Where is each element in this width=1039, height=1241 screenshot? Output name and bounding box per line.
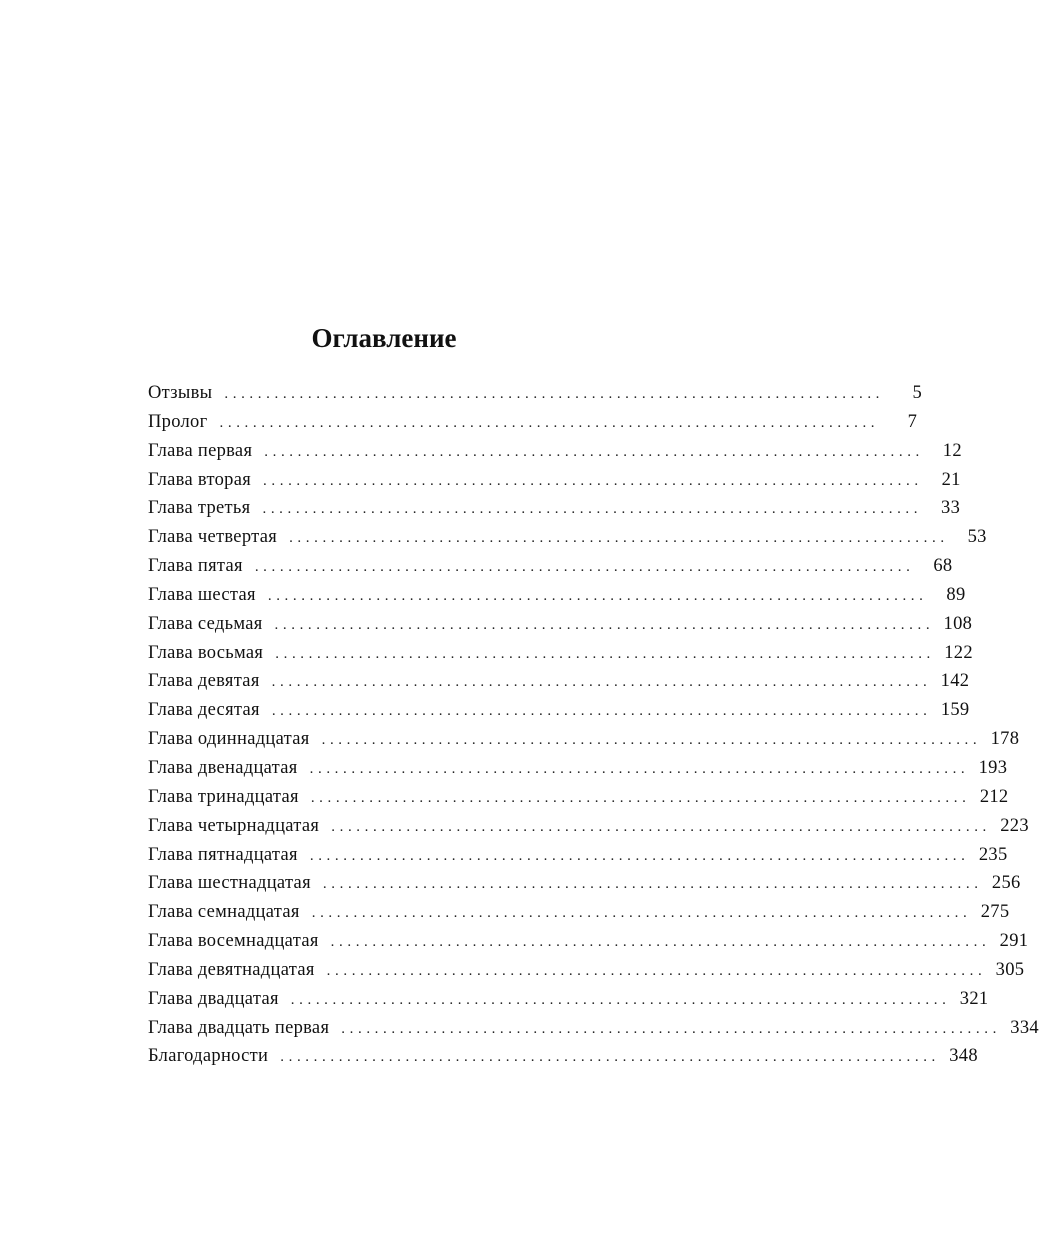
- toc-entry-page: 12: [942, 440, 962, 461]
- toc-entry[interactable]: [148, 610, 973, 639]
- toc-entry[interactable]: [148, 667, 970, 696]
- toc-entry-label: Глава девятая: [148, 671, 260, 692]
- toc-entry-label: Глава первая: [148, 440, 253, 461]
- toc-entry[interactable]: [148, 1042, 978, 1071]
- toc-entry-page: 53: [967, 527, 987, 548]
- toc-entry-label: Глава седьмая: [148, 613, 263, 634]
- toc-leader-dots: ...............................................................................: [289, 530, 949, 547]
- toc-entry[interactable]: [148, 783, 1009, 812]
- toc-entry[interactable]: [148, 1014, 1039, 1043]
- toc-entry[interactable]: [148, 927, 1029, 956]
- toc-entry[interactable]: [148, 494, 961, 523]
- toc-entry-label: Глава семнадцатая: [148, 902, 300, 923]
- toc-leader-dots: ...............................................................................: [274, 616, 935, 633]
- toc-leader-dots: ...............................................................................: [271, 674, 932, 691]
- toc-leader-dots: ...............................................................................: [309, 847, 970, 864]
- toc-entry-page: 68: [933, 556, 953, 577]
- toc-entry-page: 21: [941, 469, 961, 490]
- toc-entry-page: 212: [979, 786, 1009, 807]
- toc-leader-dots: ...............................................................................: [262, 501, 923, 518]
- toc-entry[interactable]: [148, 696, 970, 725]
- toc-leader-dots: ...............................................................................: [280, 1049, 940, 1066]
- toc-leader-dots: ...............................................................................: [290, 991, 951, 1008]
- toc-entry[interactable]: [148, 523, 987, 552]
- toc-entry-page: 223: [1000, 815, 1029, 836]
- toc-leader-dots: ...............................................................................: [321, 732, 982, 749]
- toc-entry-page: 7: [907, 411, 918, 432]
- toc-entry[interactable]: [148, 408, 918, 437]
- toc-entry-label: Глава десятая: [148, 700, 260, 721]
- toc-entry-label: Глава вторая: [148, 469, 252, 490]
- toc-entry-label: Глава восьмая: [148, 642, 264, 663]
- toc-leader-dots: ...............................................................................: [331, 818, 991, 835]
- toc-entry-page: 108: [943, 613, 973, 634]
- toc-leader-dots: ...............................................................................: [264, 443, 924, 460]
- toc-entry-label: Благодарности: [148, 1046, 269, 1067]
- toc-leader-dots: ...............................................................................: [330, 934, 991, 951]
- toc-entry[interactable]: [148, 985, 989, 1014]
- toc-entry[interactable]: [148, 725, 1020, 754]
- toc-leader-dots: ...............................................................................: [224, 386, 885, 402]
- toc-entry-page: 305: [995, 959, 1025, 980]
- toc-entry-label: Глава тринадцатая: [148, 786, 299, 807]
- toc-entry-page: 33: [941, 498, 961, 519]
- toc-entry-page: 89: [946, 584, 966, 605]
- toc-leader-dots: ...............................................................................: [322, 876, 983, 893]
- toc-entry[interactable]: [148, 466, 961, 495]
- toc-leader-dots: ...............................................................................: [309, 760, 970, 777]
- toc-entry[interactable]: [148, 437, 962, 466]
- toc-entry-page: 235: [978, 844, 1008, 865]
- toc-entry-label: Глава пятая: [148, 556, 243, 577]
- toc-entry-label: Глава двадцатая: [148, 988, 279, 1009]
- toc-leader-dots: ...............................................................................: [275, 645, 935, 662]
- toc-entry-page: 275: [980, 902, 1010, 923]
- toc-entry-page: 334: [1010, 1017, 1039, 1038]
- toc-entry-page: 142: [940, 671, 970, 692]
- toc-entry-label: Глава одиннадцатая: [148, 729, 310, 750]
- toc-entry-label: Отзывы: [148, 383, 213, 403]
- toc-leader-dots: ...............................................................................: [254, 559, 915, 576]
- toc-entry[interactable]: [148, 812, 1029, 841]
- toc-entry-page: 193: [978, 757, 1008, 778]
- toc-entry[interactable]: [148, 869, 1021, 898]
- toc-leader-dots: ...............................................................................: [326, 962, 987, 979]
- toc-entry-label: Глава пятнадцатая: [148, 844, 298, 865]
- toc-entry[interactable]: [148, 581, 966, 610]
- toc-entry[interactable]: [148, 552, 953, 581]
- toc-entry[interactable]: [148, 639, 973, 668]
- toc-entry-page: 348: [949, 1046, 978, 1067]
- toc-entry-page: 178: [990, 729, 1020, 750]
- toc-entry[interactable]: [148, 754, 1008, 783]
- toc-entry-label: Глава двенадцатая: [148, 757, 298, 778]
- toc-entry-page: 5: [912, 383, 923, 403]
- toc-entry-label: Глава третья: [148, 498, 251, 519]
- toc-entry[interactable]: [148, 956, 1025, 985]
- toc-leader-dots: ...............................................................................: [310, 789, 971, 806]
- toc-entry-label: Глава четвертая: [148, 527, 278, 548]
- toc-entry-page: 256: [991, 873, 1021, 894]
- toc-entry-label: Глава девятнадцатая: [148, 959, 315, 980]
- toc-leader-dots: ...............................................................................: [311, 905, 972, 922]
- toc-entry-page: 159: [940, 700, 970, 721]
- toc-entry-label: Глава восемнадцатая: [148, 931, 319, 952]
- toc-leader-dots: ...............................................................................: [263, 472, 923, 489]
- toc-entry-page: 122: [944, 642, 973, 663]
- toc-entry-label: Глава четырнадцатая: [148, 815, 320, 836]
- toc-leader-dots: ...............................................................................: [267, 587, 928, 604]
- toc-entry-page: 321: [959, 988, 989, 1009]
- toc-entry[interactable]: [148, 841, 1008, 870]
- toc-entry[interactable]: [148, 898, 1010, 927]
- toc-entry-label: Пролог: [148, 411, 208, 432]
- table-of-contents: [148, 379, 1039, 1071]
- toc-leader-dots: ...............................................................................: [271, 703, 932, 720]
- toc-entry-label: Глава шестая: [148, 584, 256, 605]
- toc-leader-dots: ...............................................................................: [341, 1020, 1001, 1037]
- toc-entry-label: Глава шестнадцатая: [148, 873, 311, 894]
- toc-entry[interactable]: [148, 379, 923, 408]
- toc-entry-page: 291: [999, 931, 1029, 952]
- toc-entry-label: Глава двадцать первая: [148, 1017, 330, 1038]
- page-title: Оглавление: [311, 323, 457, 353]
- toc-leader-dots: ...............................................................................: [219, 414, 880, 431]
